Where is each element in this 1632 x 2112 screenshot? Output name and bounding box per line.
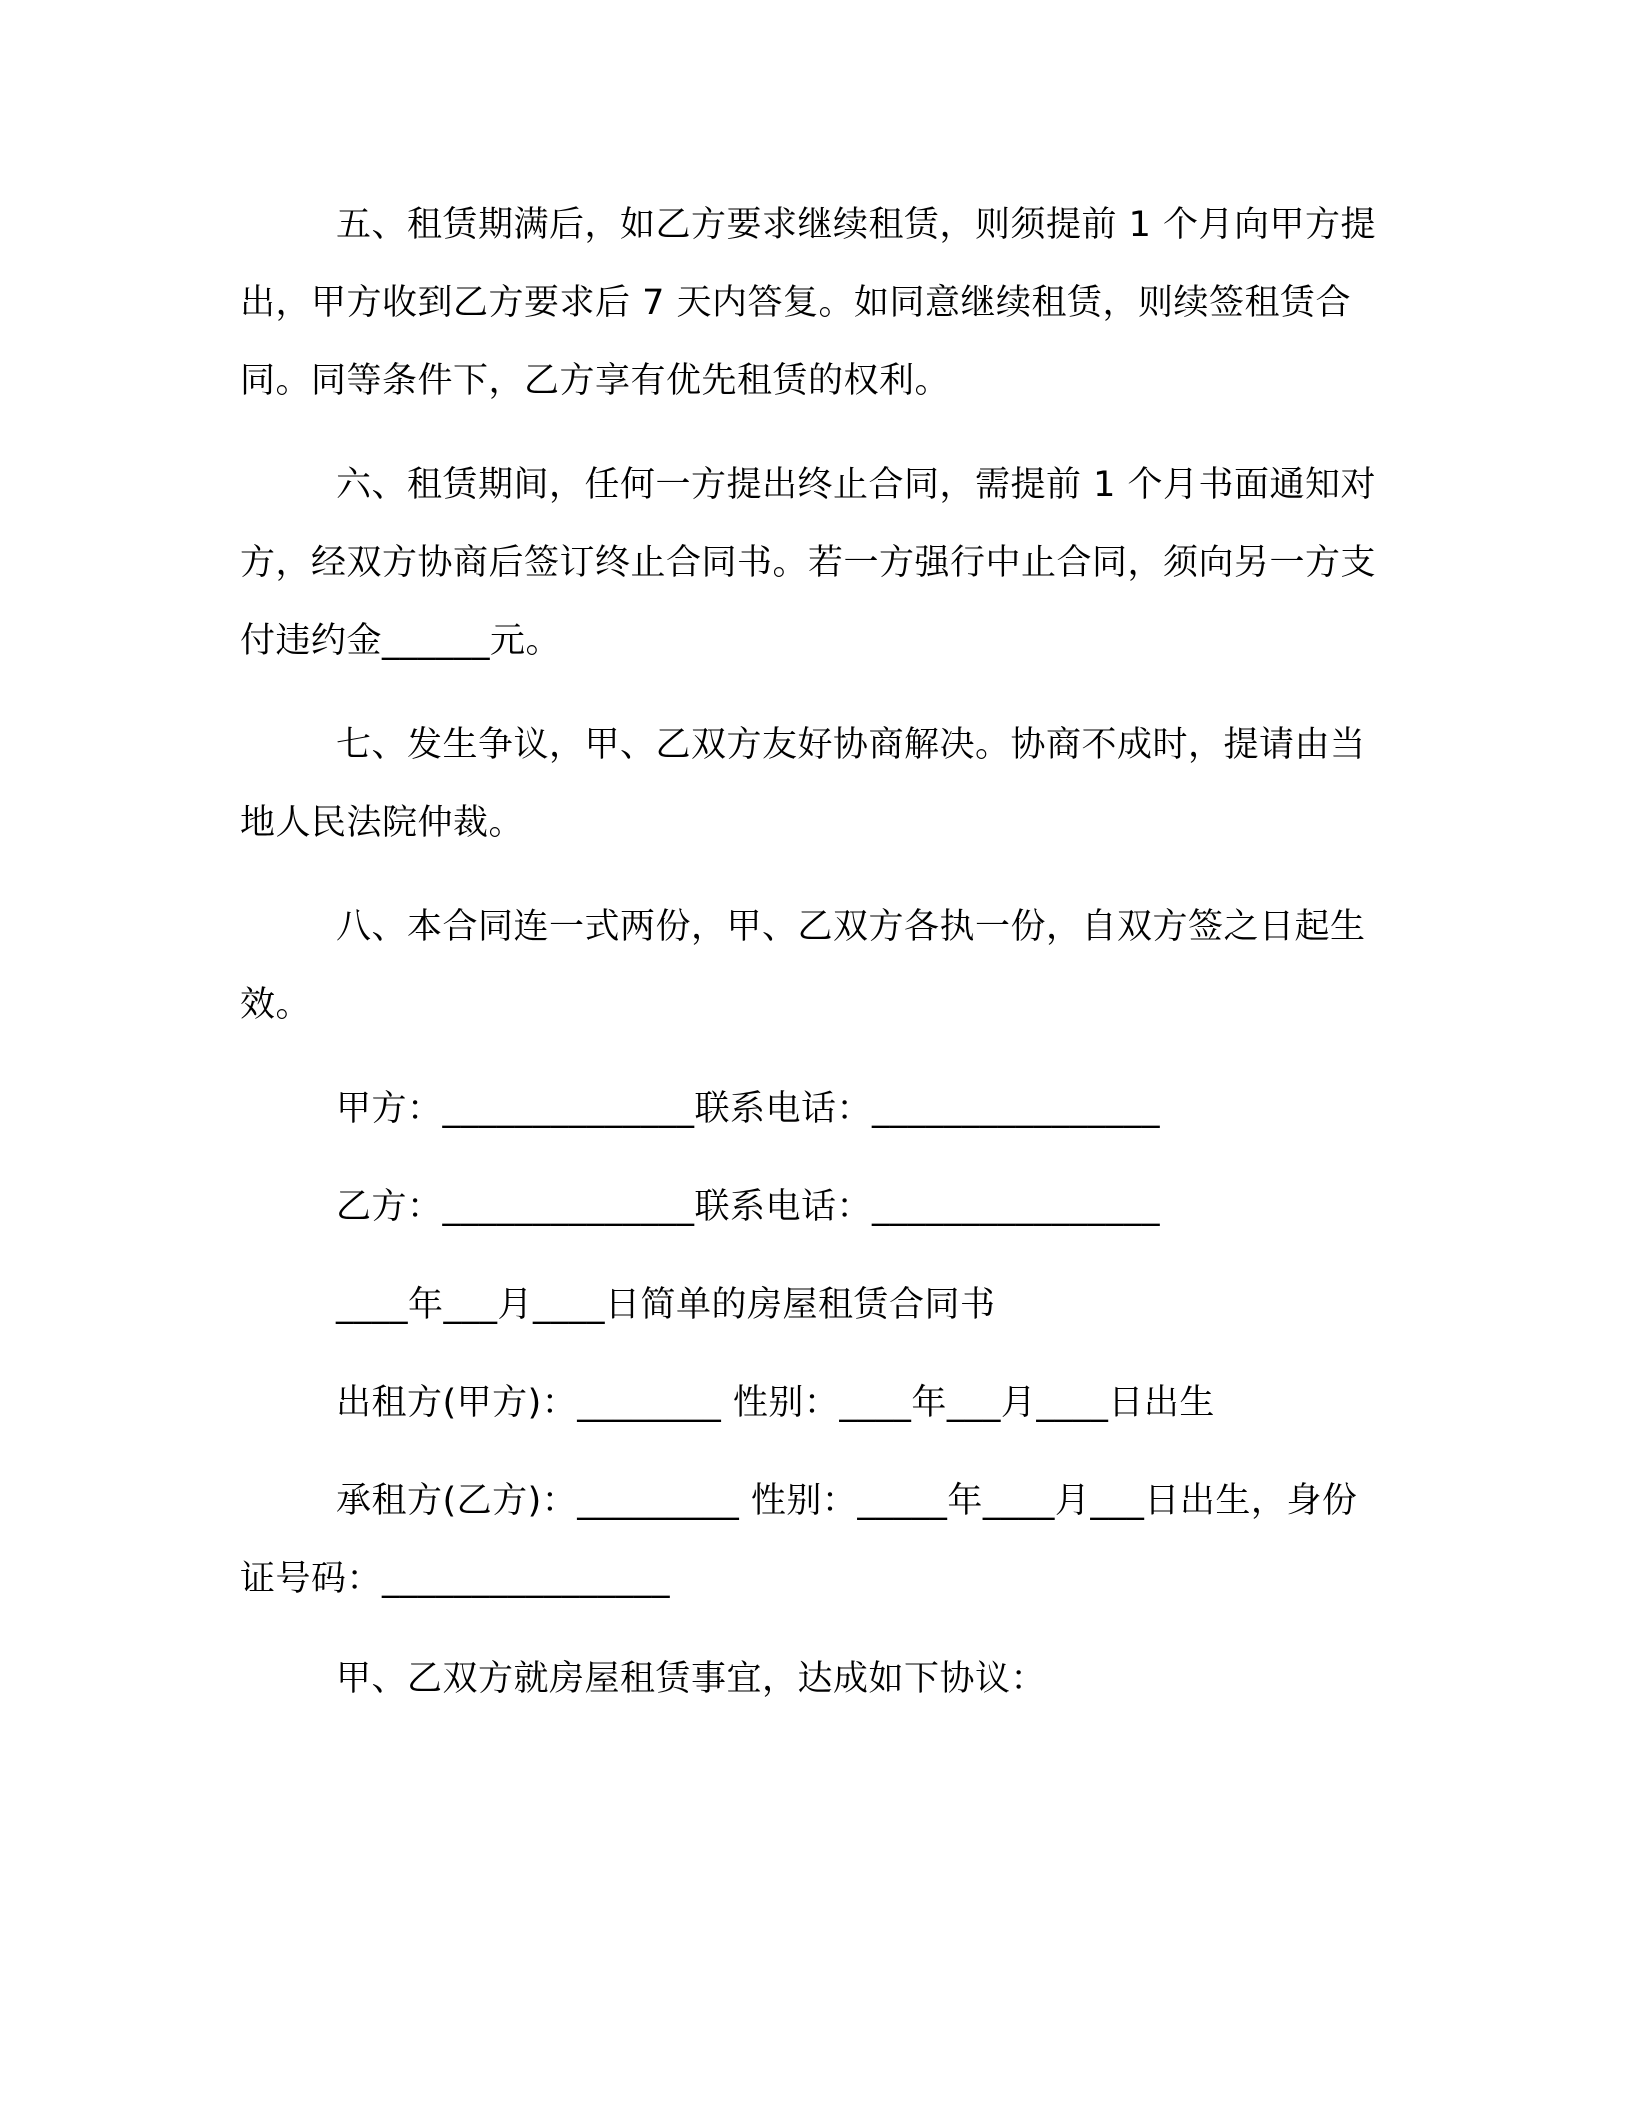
clause-6: 六、租赁期间，任何一方提出终止合同，需提前 1 个月书面通知对方，经双方协商后签订终止合同书。若一方强行中止合同，须向另一方支付违约金______元。 [240, 465, 1377, 661]
party-a-signature-line: 甲方：______________联系电话：________________ [336, 1089, 1161, 1129]
party-b-signature-line: 乙方：______________联系电话：________________ [336, 1187, 1161, 1227]
date-and-title-line: ____年___月____日简单的房屋租赁合同书 [336, 1285, 996, 1325]
clause-7: 七、发生争议，甲、乙双方友好协商解决。协商不成时，提请由当地人民法院仲裁。 [240, 725, 1366, 843]
clause-8: 八、本合同连一式两份，甲、乙双方各执一份，自双方签之日起生效。 [240, 907, 1366, 1025]
document-body [240, 186, 1380, 1718]
lessee-info-line: 承租方(乙方)：_________ 性别：_____年____月___日出生，身份证号码：________________ [240, 1481, 1358, 1599]
lessor-info-line: 出租方(甲方)：________ 性别：____年___月____日出生 [336, 1383, 1215, 1423]
clause-5: 五、租赁期满后，如乙方要求继续租赁，则须提前 1 个月向甲方提出，甲方收到乙方要求后 7 天内答复。如同意继续租赁，则续签租赁合同。同等条件下，乙方享有优先租赁的权利。 [240, 205, 1377, 401]
agreement-intro-line: 甲、乙双方就房屋租赁事宜，达成如下协议： [336, 1659, 1047, 1699]
